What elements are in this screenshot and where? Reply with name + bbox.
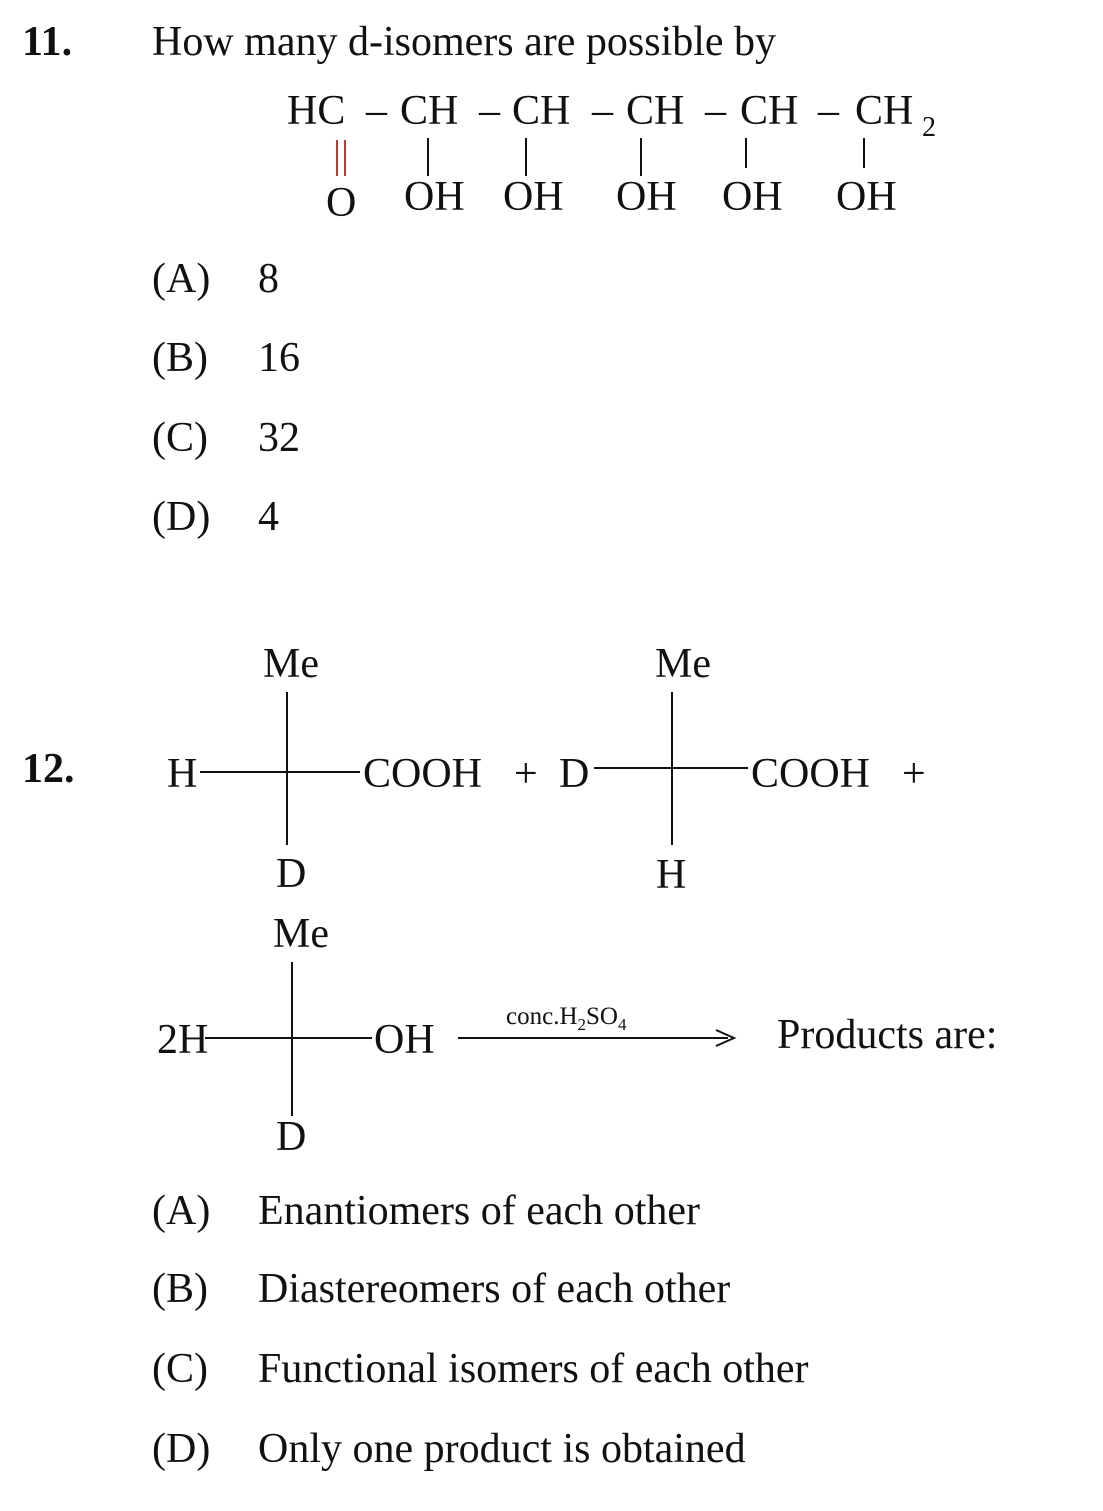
option-c[interactable]: (C) 32	[152, 415, 300, 461]
option-a[interactable]: (A) Enantiomers of each other	[152, 1188, 700, 1234]
chain-subscript: 2	[922, 112, 936, 143]
fischer-1-left: H	[167, 751, 198, 797]
substituent-oh: OH	[836, 174, 897, 220]
substituent-oh: OH	[616, 174, 677, 220]
reaction-arrow	[458, 1003, 734, 1046]
chain-bond: –	[366, 88, 387, 134]
chain-atom-6: CH	[855, 88, 914, 134]
chain-atom-2: CH	[400, 88, 459, 134]
fischer-2-right: COOH	[751, 751, 871, 797]
fischer-2-top: Me	[655, 641, 711, 687]
option-c[interactable]: (C) Functional isomers of each other	[152, 1346, 809, 1392]
substituent-o: O	[326, 180, 357, 226]
fischer-2-bottom: H	[656, 852, 687, 898]
chain-atom-4: CH	[626, 88, 685, 134]
fischer-1-top: Me	[263, 641, 319, 687]
chain-atom-5: CH	[740, 88, 799, 134]
plus-sign: +	[514, 751, 538, 797]
chain-bond: –	[592, 88, 613, 134]
fischer-2-left: D	[559, 751, 590, 797]
option-d[interactable]: (D) 4	[152, 494, 279, 540]
q11-chain-structure	[287, 88, 936, 226]
products-text: Products are:	[777, 1012, 998, 1058]
question-11-number: 11.	[22, 19, 73, 65]
fischer-1-bottom: D	[276, 851, 307, 897]
option-a[interactable]: (A) 8	[152, 256, 279, 302]
fischer-projection-2	[559, 641, 870, 898]
chain-atom-3: CH	[512, 88, 571, 134]
option-b[interactable]: (B) 16	[152, 335, 300, 381]
question-12-number: 12.	[22, 746, 75, 792]
fischer-projection-3	[157, 911, 435, 1160]
fischer-1-right: COOH	[363, 751, 483, 797]
substituent-oh: OH	[503, 174, 564, 220]
chain-atom-1: HC	[287, 88, 346, 134]
chain-bond: –	[818, 88, 839, 134]
fischer-3-bottom: D	[276, 1114, 307, 1160]
question-11-text: How many d-isomers are possible by	[152, 19, 777, 65]
substituent-oh: OH	[722, 174, 783, 220]
reagent-label: $conc.H_2SO_4$	[506, 1003, 627, 1034]
fischer-3-right: OH	[374, 1017, 435, 1063]
fischer-projection-1	[167, 641, 482, 897]
option-d[interactable]: (D) Only one product is obtained	[152, 1426, 746, 1472]
fischer-3-left: 2H	[157, 1017, 209, 1063]
chain-bond: –	[705, 88, 726, 134]
substituent-oh: OH	[404, 174, 465, 220]
plus-sign: +	[902, 751, 926, 797]
fischer-3-top: Me	[273, 911, 329, 957]
chain-bond: –	[479, 88, 500, 134]
option-b[interactable]: (B) Diastereomers of each other	[152, 1266, 731, 1312]
